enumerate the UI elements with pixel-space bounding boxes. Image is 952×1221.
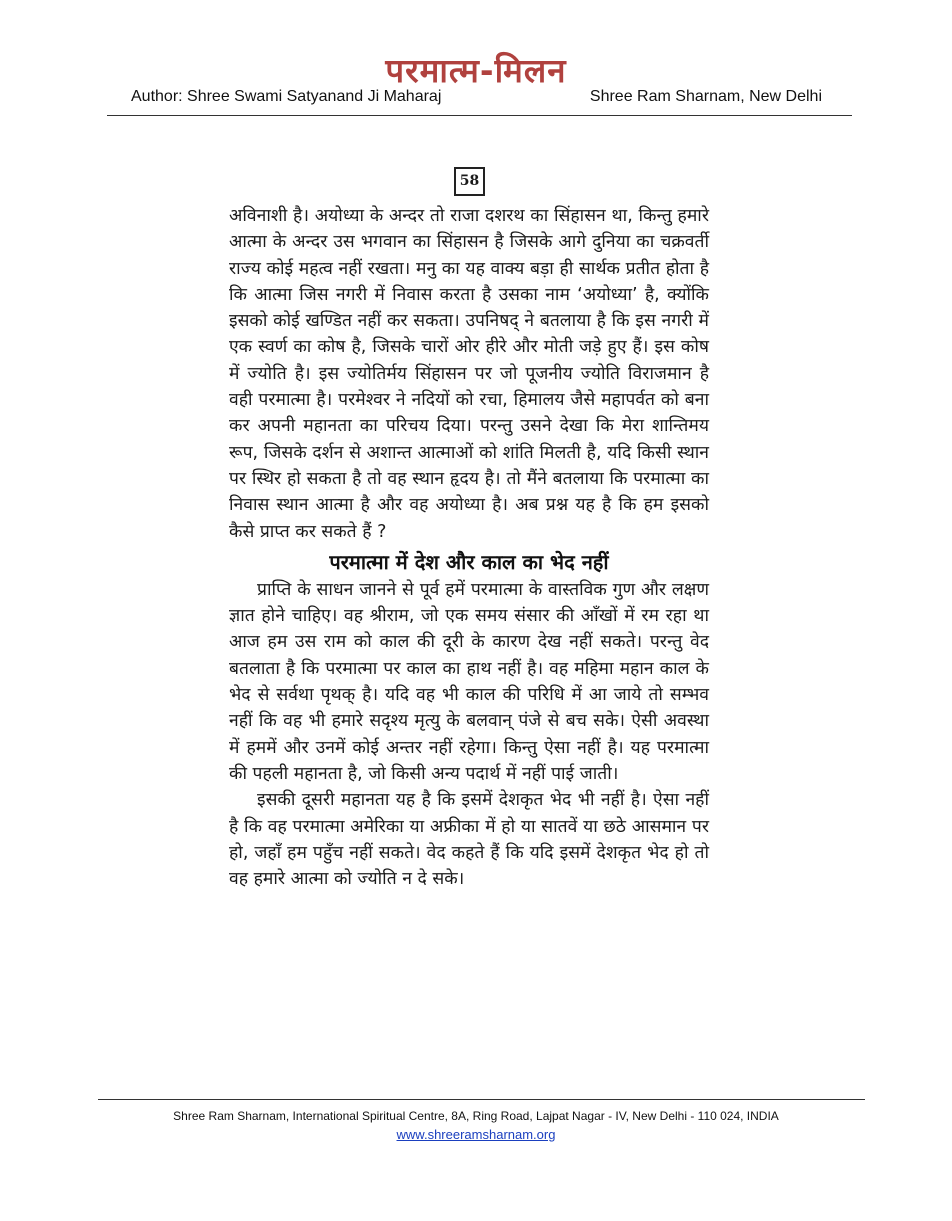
- footer-address: Shree Ram Sharnam, International Spiritual Centre, 8A, Ring Road, Lajpat Nagar - IV, New Delhi - 110 024, INDIA: [173, 1109, 779, 1123]
- section-heading: परमात्मा में देश और काल का भेद नहीं: [329, 549, 609, 574]
- footer-divider: [98, 1099, 865, 1100]
- page-body: [229, 203, 709, 892]
- author-line: Author: Shree Swami Satyanand Ji Maharaj: [131, 88, 442, 105]
- website-link[interactable]: www.shreeramsharnam.org: [396, 1127, 556, 1142]
- header-divider: [107, 115, 852, 116]
- page-number: 58: [454, 167, 485, 196]
- body-paragraph: इसकी दूसरी महानता यह है कि इसमें देशकृत भेद भी नहीं है। ऐसा नहीं है कि वह परमात्मा अमेरिका या अफ्रीका में हो या सातवें या छठे आसमान पर हो, जहाँ हम पहुँच नहीं सकते। वेद कहते हैं कि यदि इसमें देशकृत भेद हो तो वह हमारे आत्मा को ज्योति न दे सके।: [229, 790, 709, 890]
- book-title: परमात्म-मिलन: [385, 51, 567, 90]
- publisher-line: Shree Ram Sharnam, New Delhi: [589, 88, 822, 105]
- body-paragraph: प्राप्ति के साधन जानने से पूर्व हमें परमात्मा के वास्तविक गुण और लक्षण ज्ञात होने चाहिए। वह श्रीराम, जो एक समय संसार की आँखों में रम रहा था आज हम उस राम को काल की दूरी के कारण देख नहीं सकते। परन्तु वेद बतलाता है कि परमात्मा पर काल का हाथ नहीं है। वह महिमा महान काल के भेद से सर्वथा पृथक् है। यदि वह भी काल की परिधि में आ जाये तो सम्भव नहीं कि वह भी हमारे सदृश्य मृत्यु के बलवान् पंजे से बच सके। ऐसी अवस्था में हममें और उनमें कोई अन्तर नहीं रहेगा। किन्तु ऐसा नहीं है। यह परमात्मा की पहली महानता है, जो किसी अन्य पदार्थ में नहीं पाई जाती।: [229, 579, 709, 784]
- body-paragraph: अविनाशी है। अयोध्या के अन्दर तो राजा दशरथ का सिंहासन था, किन्तु हमारे आत्मा के अन्दर उस भगवान का सिंहासन है जिसके आगे दुनिया का चक्रवर्ती राज्य कोई महत्व नहीं रखता। मनु का यह वाक्य बड़ा ही सार्थक प्रतीत होता है कि आत्मा जिस नगरी में निवास करता है उसका नाम ‘अयोध्या’ है, क्योंकि इसको कोई खण्डित नहीं कर सकता। उपनिषद् ने बतलाया है कि इस नगरी में एक स्वर्ण का कोष है, जिसके चारों ओर हीरे और मोती जड़े हुए हैं। इस कोष में ज्योति है। इस ज्योतिर्मय सिंहासन पर जो पूजनीय ज्योति विराजमान है वही परमात्मा है। परमेश्वर ने नदियों को रचा, हिमालय जैसे महापर्वत को बना कर अपनी महानता का परिचय दिया। परन्तु उसने देखा कि मेरा शान्तिमय रूप, जिसके दर्शन से अशान्त आत्माओं को शांति मिलती है, यदि किसी स्थान पर स्थिर हो सकता है तो वह स्थान हृदय है। तो मैंने बतलाया कि परमात्मा का निवास स्थान आत्मा है और वह अयोध्या है। अब प्रश्न यह है कि हम इसको कैसे प्राप्त कर सकते हैं ?: [229, 206, 709, 542]
